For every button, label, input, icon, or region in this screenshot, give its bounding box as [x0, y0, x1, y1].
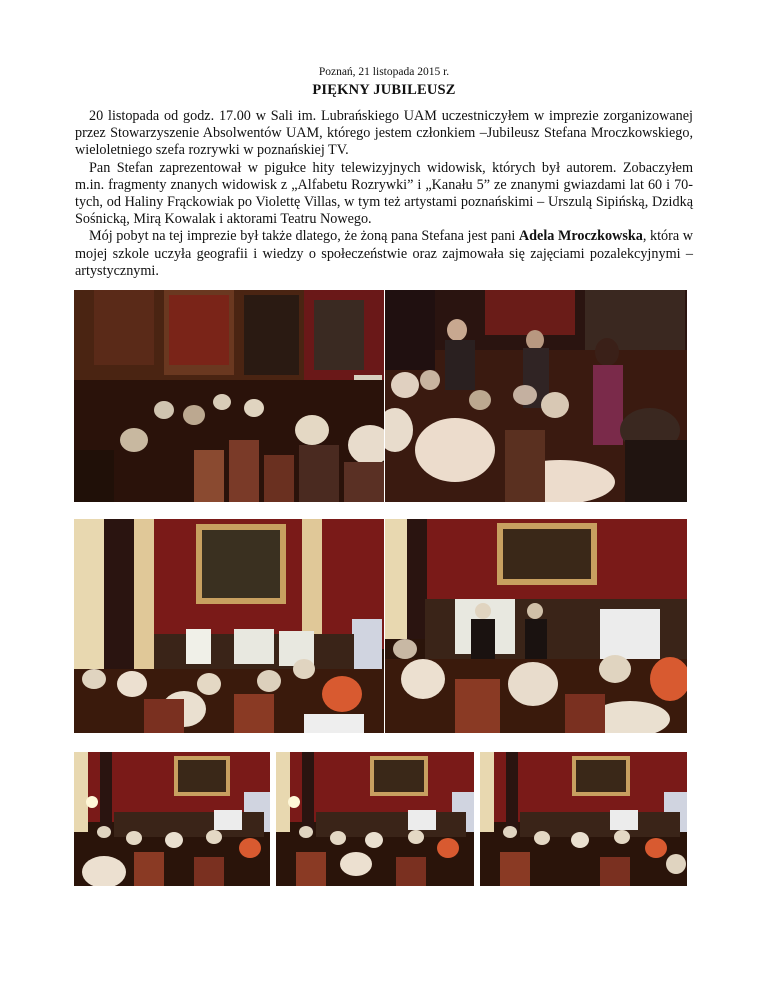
photo-audience-right: [385, 290, 687, 502]
paragraph-3-rest: , która w mojej szkole uczyła geografii i wiedzy o społeczeństwie oraz zajmowała się zajęciami pozalekcyjnymi – artystycznymi.: [75, 228, 693, 279]
document-title: PIĘKNY JUBILEUSZ: [312, 82, 456, 98]
paragraph-3-text: Mój pobyt na tej imprezie był także dlatego, że żoną pana Stefana jest pani: [89, 228, 519, 245]
paragraph-2: Pan Stefan zaprezentował w pigułce hity telewizyjnych widowisk, których był autorem. Zobaczyłem m.in. fragmenty znanych widowisk z „Alfabetu Rozrywki” i „Kanału 5” ze znanymi gwiazdami lat 60 i 70-tych, od Haliny Frąckowiak po Violettę Villas, w tym też artystami poznańskimi – Urszulą Sipińską, Dzidką Sośnicką, Mirą Kowalak i aktorami Teatru Nowego.: [75, 159, 693, 228]
photo-audience-left: [74, 290, 384, 502]
photo-hall-small-2: [276, 752, 474, 886]
paragraph-1: 20 listopada od godz. 17.00 w Sali im. Lubrańskiego UAM uczestniczyłem w imprezie zorganizowanej przez Stowarzyszenie Absolwentów UAM, którego jestem członkiem –Jubileusz Stefana Mroczkowskiego, wieloletniego szefa rozrywki w poznańskiej TV.: [75, 108, 693, 159]
photo-hall-stage-right: [385, 519, 687, 733]
photo-hall-small-3: [480, 752, 687, 886]
article-body: [75, 108, 693, 280]
photo-hall-small-1: [74, 752, 270, 886]
photo-hall-stage-left: [74, 519, 384, 733]
paragraph-3: [75, 228, 693, 280]
paragraph-3-name: Adela Mroczkowska: [518, 228, 643, 245]
document-date: Poznań, 21 listopada 2015 r.: [318, 66, 450, 78]
